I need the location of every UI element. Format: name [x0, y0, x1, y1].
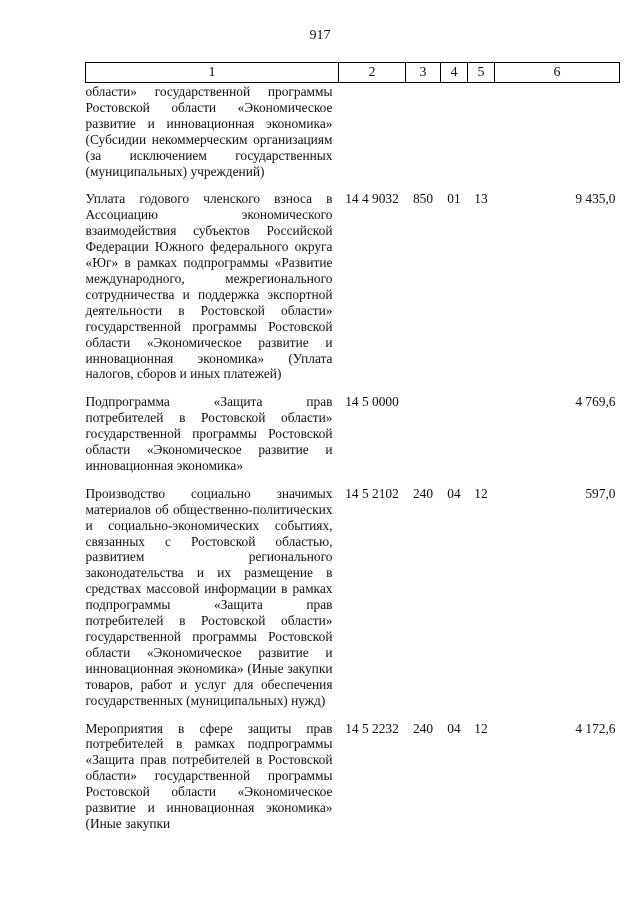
- row-amount: 9 435,0: [575, 191, 616, 207]
- row-target-code: 14 4 9032: [345, 191, 399, 207]
- row-description: Производство социально значимых материалов об общественно-политических и социально-экономических событиях, связанных с Ростовской областью, развитием регионального законодательства и их размещение в средствах массовой информации в рамках подпрограммы «Защита прав потребителей в Ростовской области» государственной программы Ростовской области «Экономическое развитие и инновационная экономика» (Иные закупки товаров, работ и услуг для обеспечения государственных (муниципальных) нужд): [85, 485, 333, 708]
- table-header-row: [86, 63, 620, 83]
- row-expense-type: [406, 394, 441, 486]
- row-subsection: 12: [474, 720, 488, 736]
- row-description: области» государственной программы Ростовской области «Экономическое развитие и инновационная экономика» (Субсидии некоммерческим организациям (за исключением государственных (муниципальных) учреждений): [85, 84, 333, 179]
- row-section: 01: [447, 191, 461, 207]
- row-section: [441, 394, 468, 486]
- row-target-code: [339, 83, 406, 192]
- row-section: 04: [447, 720, 461, 736]
- row-description: Уплата годового членского взноса в Ассоциацию экономического взаимодействия субъектов Российской Федерации Южного федерального округа «Юг» в рамках подпрограммы «Развитие международного, межрегионального сотрудничества и поддержка экспортной деятельности в Ростовской области» государственной программы Ростовской области «Экономическое развитие и инновационная экономика» (Уплата налогов, сборов и иных платежей): [85, 191, 333, 382]
- table-row: [86, 83, 620, 192]
- row-expense-type: 240: [412, 720, 434, 736]
- row-section: 04: [447, 485, 461, 501]
- header-col-4: 4: [441, 63, 468, 83]
- header-col-6: 6: [495, 63, 620, 83]
- row-target-code: 14 5 2232: [345, 720, 399, 736]
- budget-table: [85, 62, 620, 832]
- row-section: [441, 83, 468, 192]
- row-expense-type: [406, 83, 441, 192]
- row-expense-type: 240: [412, 485, 434, 501]
- header-col-2: 2: [339, 63, 406, 83]
- row-amount: [495, 83, 620, 192]
- table-row: [86, 394, 620, 486]
- row-amount: 4 172,6: [575, 720, 616, 736]
- row-subsection: [468, 83, 495, 192]
- table-row: [86, 486, 620, 721]
- row-description: Подпрограмма «Защита прав потребителей в Ростовской области» государственной программы Ростовской области «Экономическое развитие и инновационная экономика»: [85, 394, 333, 473]
- header-col-5: 5: [468, 63, 495, 83]
- page-number: 917: [309, 28, 331, 43]
- row-subsection: 13: [474, 191, 488, 207]
- row-amount: 597,0: [585, 485, 616, 501]
- row-subsection: 12: [474, 485, 488, 501]
- table-row: [86, 721, 620, 832]
- row-target-code: 14 5 2102: [345, 485, 399, 501]
- header-col-3: 3: [406, 63, 441, 83]
- row-amount: 4 769,6: [575, 394, 616, 410]
- row-description: Мероприятия в сфере защиты прав потребителей в рамках подпрограммы «Защита прав потребителей в Ростовской области» государственной программы Ростовской области «Экономическое развитие и инновационная экономика» (Иные закупки: [85, 720, 333, 831]
- table-row: [86, 191, 620, 394]
- row-expense-type: 850: [412, 191, 434, 207]
- header-col-1: 1: [86, 63, 339, 83]
- row-target-code: 14 5 0000: [345, 394, 399, 410]
- row-subsection: [468, 394, 495, 486]
